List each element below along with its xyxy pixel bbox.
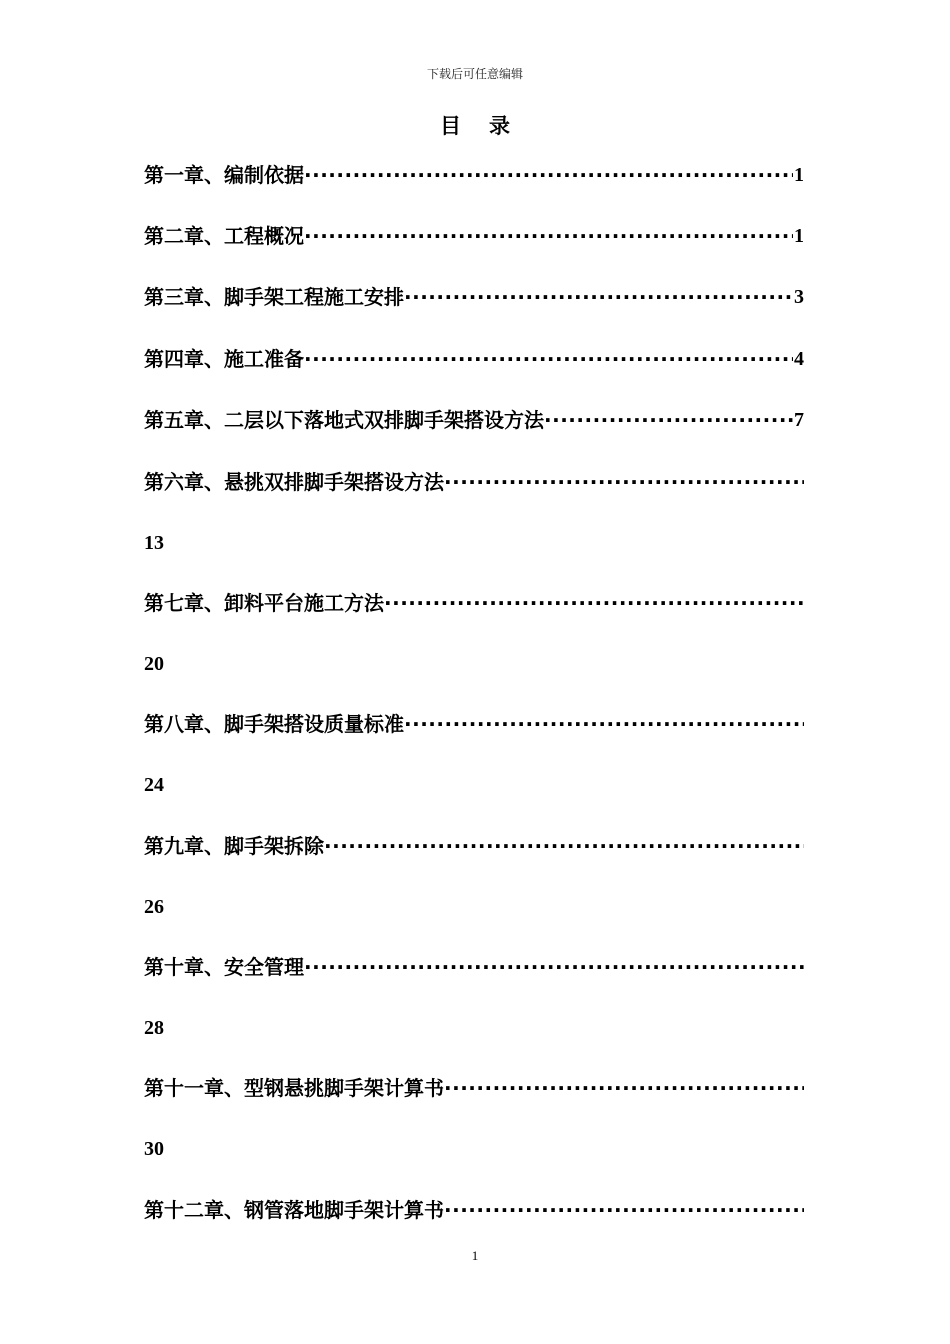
toc-entry-page: 26 bbox=[144, 896, 164, 918]
toc-entry-page: 24 bbox=[144, 774, 164, 796]
toc-entry-page: 30 bbox=[144, 1138, 164, 1160]
toc-dot-leader bbox=[384, 588, 804, 618]
toc-entry[interactable] bbox=[144, 467, 804, 497]
toc-title-left: 目 bbox=[440, 113, 461, 138]
toc-entry[interactable] bbox=[144, 952, 804, 982]
toc-entry-label: 第七章、卸料平台施工方法 bbox=[144, 591, 384, 615]
toc-entry-label: 第十章、安全管理 bbox=[144, 955, 304, 979]
toc-entry-label: 第五章、二层以下落地式双排脚手架搭设方法 bbox=[144, 408, 544, 432]
toc-entry-page: 20 bbox=[144, 653, 164, 675]
toc-entry[interactable] bbox=[144, 282, 804, 312]
toc-entry-page: 13 bbox=[144, 532, 164, 554]
toc-entry-label: 第六章、悬挑双排脚手架搭设方法 bbox=[144, 470, 444, 494]
toc-entry-page: 1 bbox=[794, 164, 804, 186]
toc-title bbox=[0, 112, 950, 140]
toc-entry-label: 第四章、施工准备 bbox=[144, 347, 304, 371]
toc-entry-page: 7 bbox=[794, 409, 804, 431]
toc-entry[interactable] bbox=[144, 588, 804, 618]
toc-entry-page: 3 bbox=[794, 286, 804, 308]
toc-entry-label: 第八章、脚手架搭设质量标准 bbox=[144, 712, 404, 736]
toc-entry[interactable] bbox=[144, 1195, 804, 1225]
toc-entry-page: 28 bbox=[144, 1017, 164, 1039]
toc-dot-leader bbox=[324, 831, 804, 861]
toc-dot-leader bbox=[444, 467, 804, 497]
toc-entry-page: 1 bbox=[794, 225, 804, 247]
toc-dot-leader bbox=[404, 709, 804, 739]
toc-entry[interactable] bbox=[144, 221, 804, 251]
toc-entry[interactable] bbox=[144, 405, 804, 435]
toc-dot-leader bbox=[304, 952, 804, 982]
toc-entry-label: 第三章、脚手架工程施工安排 bbox=[144, 285, 404, 309]
toc-entry[interactable] bbox=[144, 709, 804, 739]
toc-entry-label: 第十二章、钢管落地脚手架计算书 bbox=[144, 1198, 444, 1222]
toc-entry-label: 第十一章、型钢悬挑脚手架计算书 bbox=[144, 1076, 444, 1100]
toc-title-right: 录 bbox=[489, 113, 510, 138]
toc-entry-label: 第九章、脚手架拆除 bbox=[144, 834, 324, 858]
toc-dot-leader bbox=[304, 221, 793, 251]
page-number: 1 bbox=[471, 1248, 479, 1263]
toc-dot-leader bbox=[404, 282, 793, 312]
toc-entry[interactable] bbox=[144, 1073, 804, 1103]
toc-entry[interactable] bbox=[144, 160, 804, 190]
toc-entry-label: 第一章、编制依据 bbox=[144, 163, 304, 187]
toc-dot-leader bbox=[304, 344, 793, 374]
page-header: 下载后可任意编辑 bbox=[426, 67, 523, 81]
toc-entry-page: 4 bbox=[794, 348, 804, 370]
toc-dot-leader bbox=[444, 1195, 804, 1225]
toc-entry-label: 第二章、工程概况 bbox=[144, 224, 304, 248]
toc-dot-leader bbox=[444, 1073, 804, 1103]
toc-entry[interactable] bbox=[144, 831, 804, 861]
toc-entry[interactable] bbox=[144, 344, 804, 374]
toc-dot-leader bbox=[544, 405, 793, 435]
toc-dot-leader bbox=[304, 160, 793, 190]
